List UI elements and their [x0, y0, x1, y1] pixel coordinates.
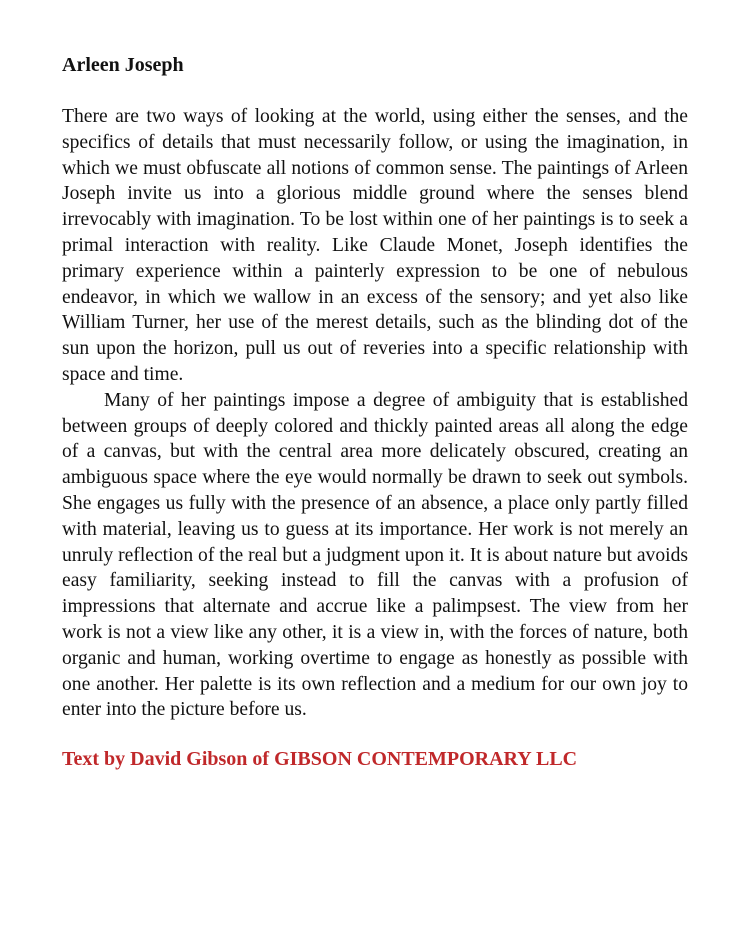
body-paragraph-2: Many of her paintings impose a degree of ambiguity that is established between groups of deeply colored and thickly painted areas all along the edge of a canvas, but with the central area more delicately obscured, creating an ambiguous space where the eye would normally be drawn to seek out symbols. She engages us fully with the presence of an absence, a place only partly filled with material, leaving us to guess at its importance. Her work is not merely an unruly reflection of the real but a judgment upon it. It is about nature but avoids easy familiarity, seeking instead to fill the canvas with a profusion of impressions that alternate and accrue like a palimpsest. The view from her work is not a view like any other, it is a view in, with the forces of nature, both organic and human, working overtime to engage as honestly as possible with one another. Her palette is its own reflection and a medium for our own joy to enter into the picture before us.: [62, 389, 688, 721]
document-title: Arleen Joseph: [62, 54, 184, 76]
body-paragraph-1: There are two ways of looking at the world, using either the senses, and the specifics of details that must necessarily follow, or using the imagination, in which we must obfuscate all notions of common sense. The paintings of Arleen Joseph invite us into a glorious middle ground where the senses blend irrevocably with imagination. To be lost within one of her paintings is to seek a primal interaction with reality. Like Claude Monet, Joseph identifies the primary experience within a painterly expression to be one of nebulous endeavor, in which we wallow in an excess of the sensory; and yet also like William Turner, her use of the merest details, such as the blinding dot of the sun upon the horizon, pull us out of reveries into a specific relationship with space and time.: [62, 106, 688, 385]
document-page: [62, 52, 688, 772]
author-credit: Text by David Gibson of GIBSON CONTEMPORARY LLC: [62, 748, 578, 771]
